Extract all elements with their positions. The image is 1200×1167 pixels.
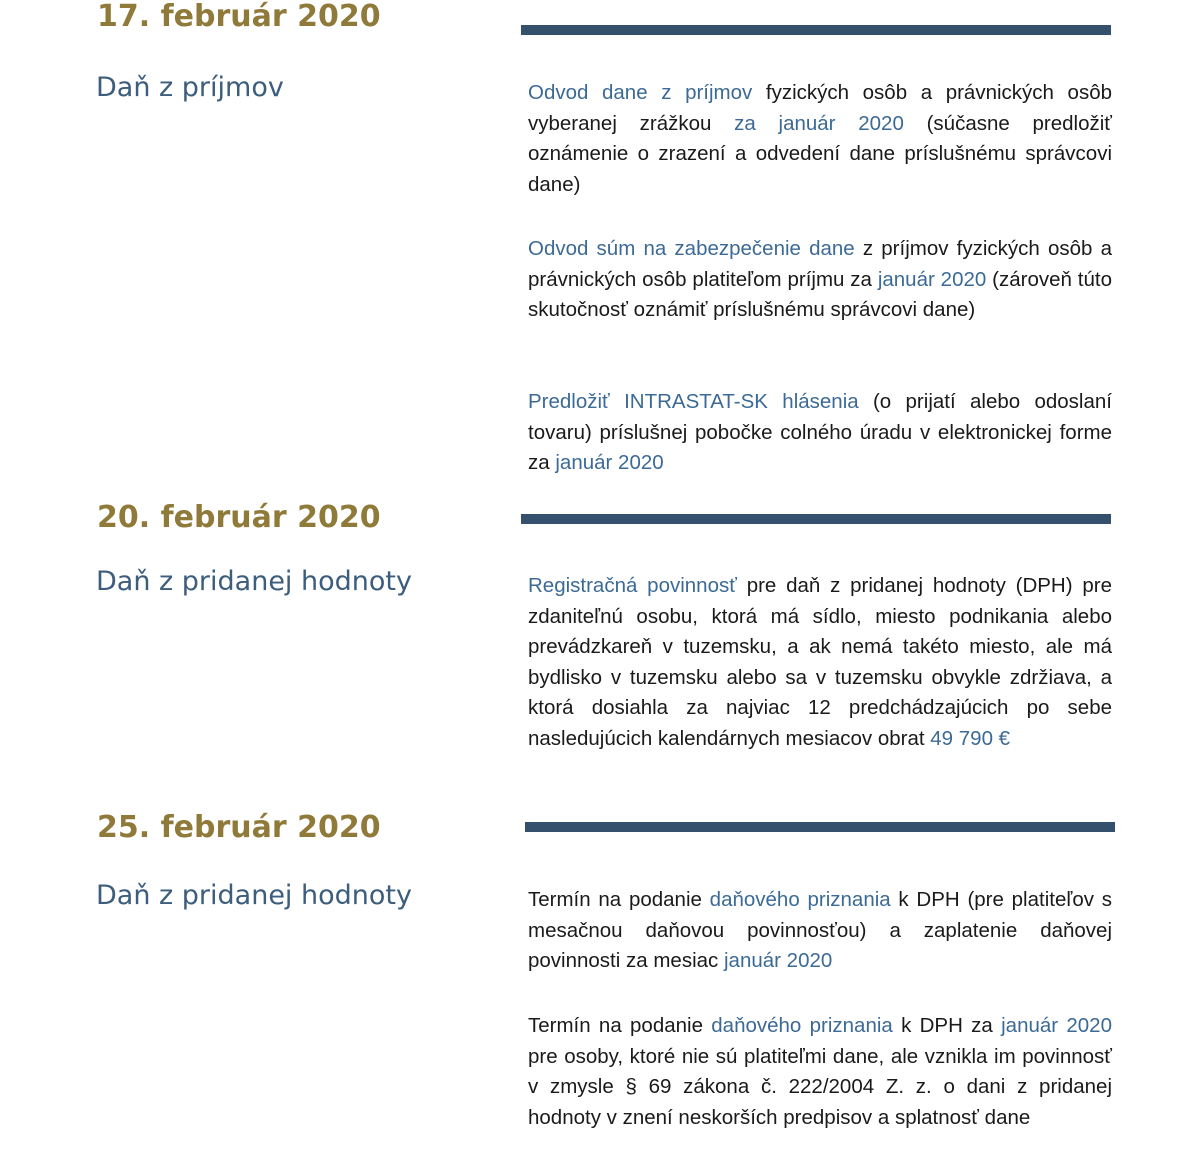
highlight-text: daňového priznania <box>711 1014 893 1037</box>
body-text: z príjmov fyzických osôb a právnických osôb platiteľom príjmu za <box>528 237 1112 291</box>
section-date-heading: 25. február 2020 <box>97 810 381 845</box>
section-divider <box>525 822 1115 832</box>
highlight-text: za január 2020 <box>734 111 904 135</box>
tax-deadline-item <box>528 78 1112 200</box>
highlight-text: Registračná povinnosť <box>528 574 737 597</box>
section-category: Daň z príjmov <box>96 72 284 103</box>
highlight-text: január 2020 <box>555 451 664 475</box>
highlight-text: Odvod súm na zabezpečenie dane <box>528 237 855 260</box>
tax-deadline-item <box>528 1011 1112 1133</box>
highlight-text: 49 790 € <box>930 726 1011 750</box>
highlight-text: január 2020 <box>877 267 987 291</box>
section-divider <box>521 25 1111 35</box>
body-text: Termín na podanie <box>528 888 710 911</box>
body-text: pre daň z pridanej hodnoty (DPH) pre zdaniteľnú osobu, ktorá má sídlo, miesto podnikania alebo prevádzkareň v tuzemsku, a ak nemá takéto miesto, ale má bydlisko v tuzemsku alebo sa v tuzemsku obvykle zdržiava, a ktorá dosiahla za najviac 12 predchádzajúcich po sebe nasledujúcich kalendárnych mesiacov obrat <box>528 574 1112 750</box>
body-text: (o prijatí alebo odoslaní tovaru) príslušnej pobočke colného úradu v elektronickej forme za <box>528 390 1112 475</box>
highlight-text: január 2020 <box>1001 1014 1112 1037</box>
tax-deadline-item <box>528 234 1112 326</box>
tax-deadline-item <box>528 387 1112 479</box>
body-text: (zároveň túto skutočnosť oznámiť príslušnému správcovi dane) <box>528 267 1112 322</box>
section-category: Daň z pridanej hodnoty <box>96 566 412 597</box>
tax-deadline-item <box>528 571 1112 755</box>
body-text: k DPH za <box>892 1014 1002 1037</box>
highlight-text: január 2020 <box>723 949 833 973</box>
tax-deadline-item <box>528 885 1112 977</box>
section-category: Daň z pridanej hodnoty <box>96 880 412 911</box>
body-text: fyzických osôb a právnických osôb vyberanej zrážkou <box>528 81 1112 135</box>
section-divider <box>521 514 1111 524</box>
body-text: pre osoby, ktoré nie sú platiteľmi dane, ale vznikla im povinnosť v zmysle § 69 zákona č. 222/2004 Z. z. o dani z pridanej hodnoty v znení neskorších predpisov a splatnosť dane <box>528 1044 1112 1129</box>
highlight-text: daňového priznania <box>709 888 891 911</box>
body-text: k DPH (pre platiteľov s mesačnou daňovou povinnosťou) a zaplatenie daňovej povinnosti za mesiac <box>528 888 1112 973</box>
section-date-heading: 17. február 2020 <box>97 0 381 34</box>
section-date-heading: 20. február 2020 <box>97 500 381 535</box>
body-text: (súčasne predložiť oznámenie o zrazení a odvedení dane príslušnému správcovi dane) <box>528 111 1112 196</box>
highlight-text: Odvod dane z príjmov <box>528 81 753 104</box>
body-text: Termín na podanie <box>528 1014 712 1037</box>
highlight-text: Predložiť INTRASTAT-SK hlásenia <box>528 390 859 413</box>
